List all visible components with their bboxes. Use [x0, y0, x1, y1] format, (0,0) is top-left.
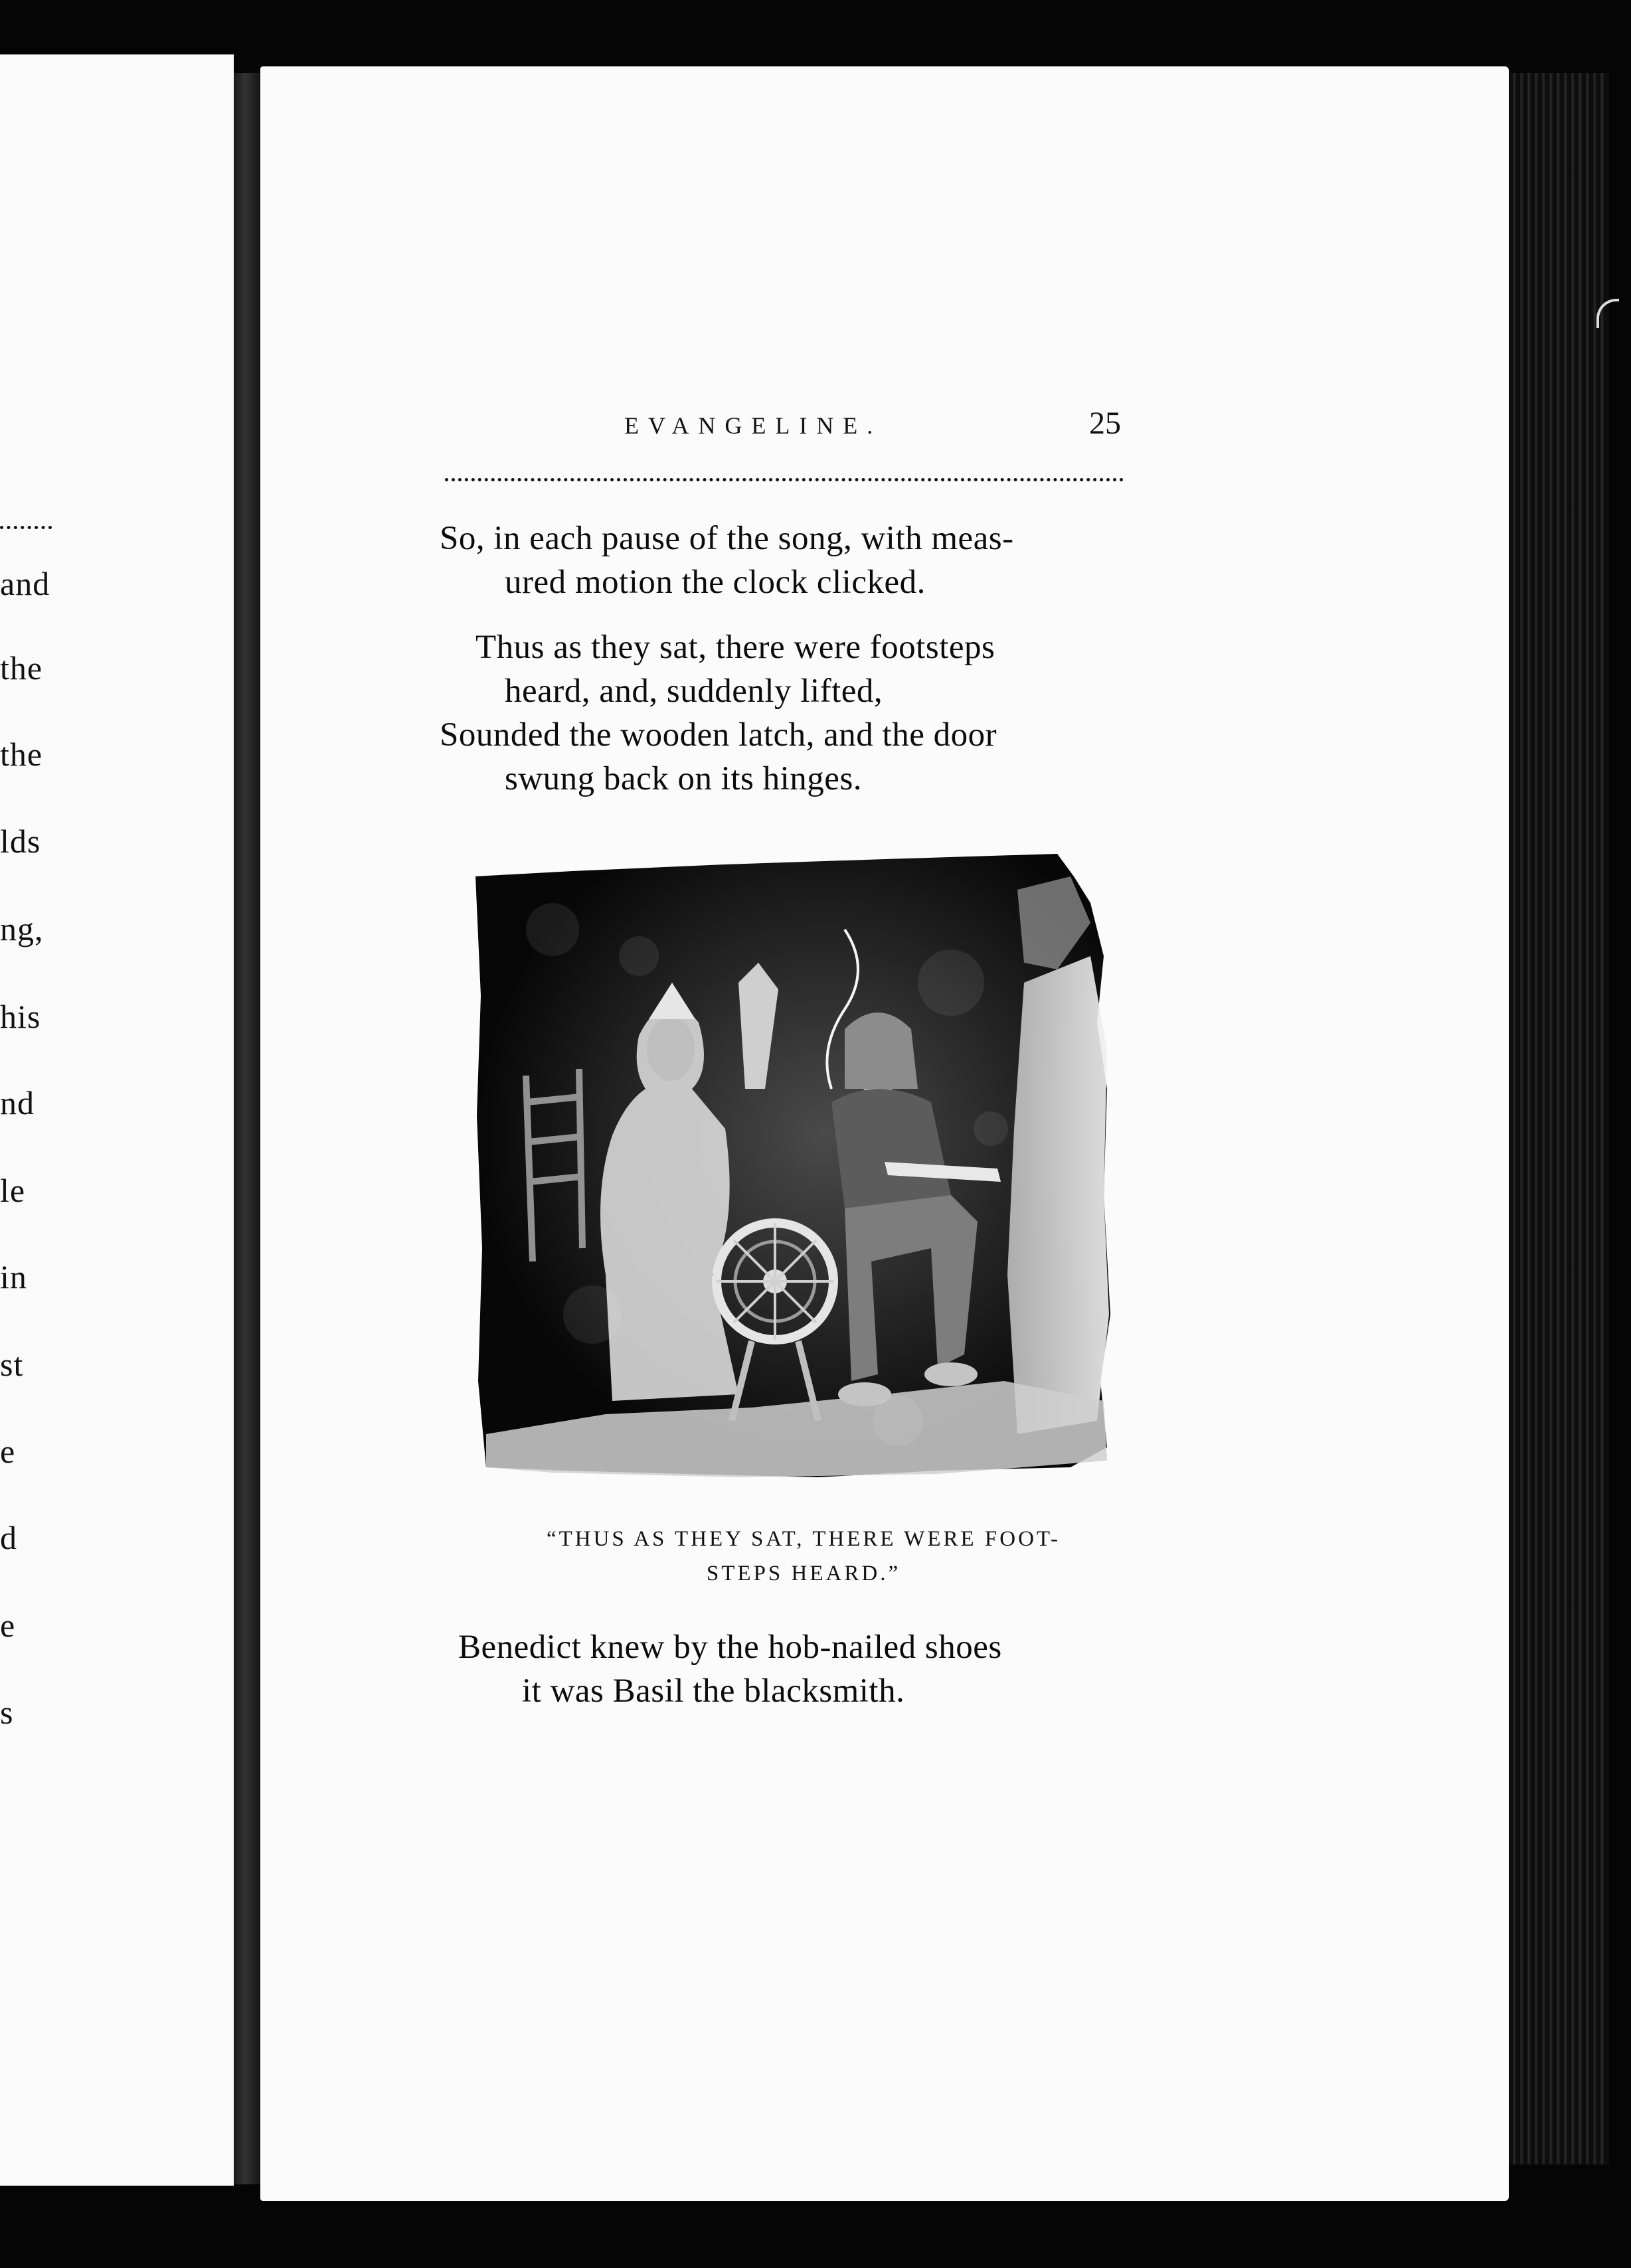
left-page-line-fragment: his: [0, 998, 41, 1035]
left-page-line-fragment: nd: [0, 1084, 35, 1121]
verse-line: it was Basil the blacksmith.: [522, 1672, 905, 1710]
verse-line: Thus as they sat, there were footsteps: [475, 629, 995, 666]
left-page-line-fragment: st: [0, 1346, 24, 1383]
left-page-line-fragment: and: [0, 565, 50, 602]
left-page-line-fragment: le: [0, 1172, 26, 1209]
verse-line: swung back on its hinges.: [505, 760, 863, 797]
left-page: [0, 54, 234, 2186]
left-page-line-fragment: s: [0, 1694, 14, 1731]
left-page-line-fragment: d: [0, 1519, 17, 1556]
verse-line: So, in each pause of the song, with meas-: [440, 520, 1014, 557]
illustration-caption-line: “THUS AS THEY SAT, THERE WERE FOOT-: [546, 1527, 1061, 1551]
left-page-line-fragment: e: [0, 1433, 16, 1470]
illustration-spinning-wheel-scene: [473, 850, 1114, 1487]
verse-line: Sounded the wooden latch, and the door: [440, 716, 997, 754]
left-page-line-fragment: the: [0, 649, 43, 687]
running-head: EVANGELINE.: [624, 412, 883, 439]
verse-line: heard, and, suddenly lifted,: [505, 673, 883, 710]
left-page-line-fragment: ng,: [0, 910, 44, 947]
book-fore-edge: [1509, 73, 1608, 2164]
book-gutter: [234, 73, 262, 2184]
left-page-line-fragment: lds: [0, 823, 41, 860]
page-number: 25: [1089, 406, 1121, 441]
header-dotted-rule: [445, 478, 1124, 481]
illustration-caption-line: STEPS HEARD.”: [706, 1562, 901, 1585]
verse-line: Benedict knew by the hob-nailed shoes: [458, 1629, 1002, 1666]
left-page-line-fragment: in: [0, 1258, 27, 1295]
verse-line: ured motion the clock clicked.: [505, 564, 926, 601]
left-page-line-fragment: the: [0, 736, 43, 773]
left-page-line-fragment: e: [0, 1607, 16, 1644]
left-page-dotted-rule: [0, 526, 52, 529]
